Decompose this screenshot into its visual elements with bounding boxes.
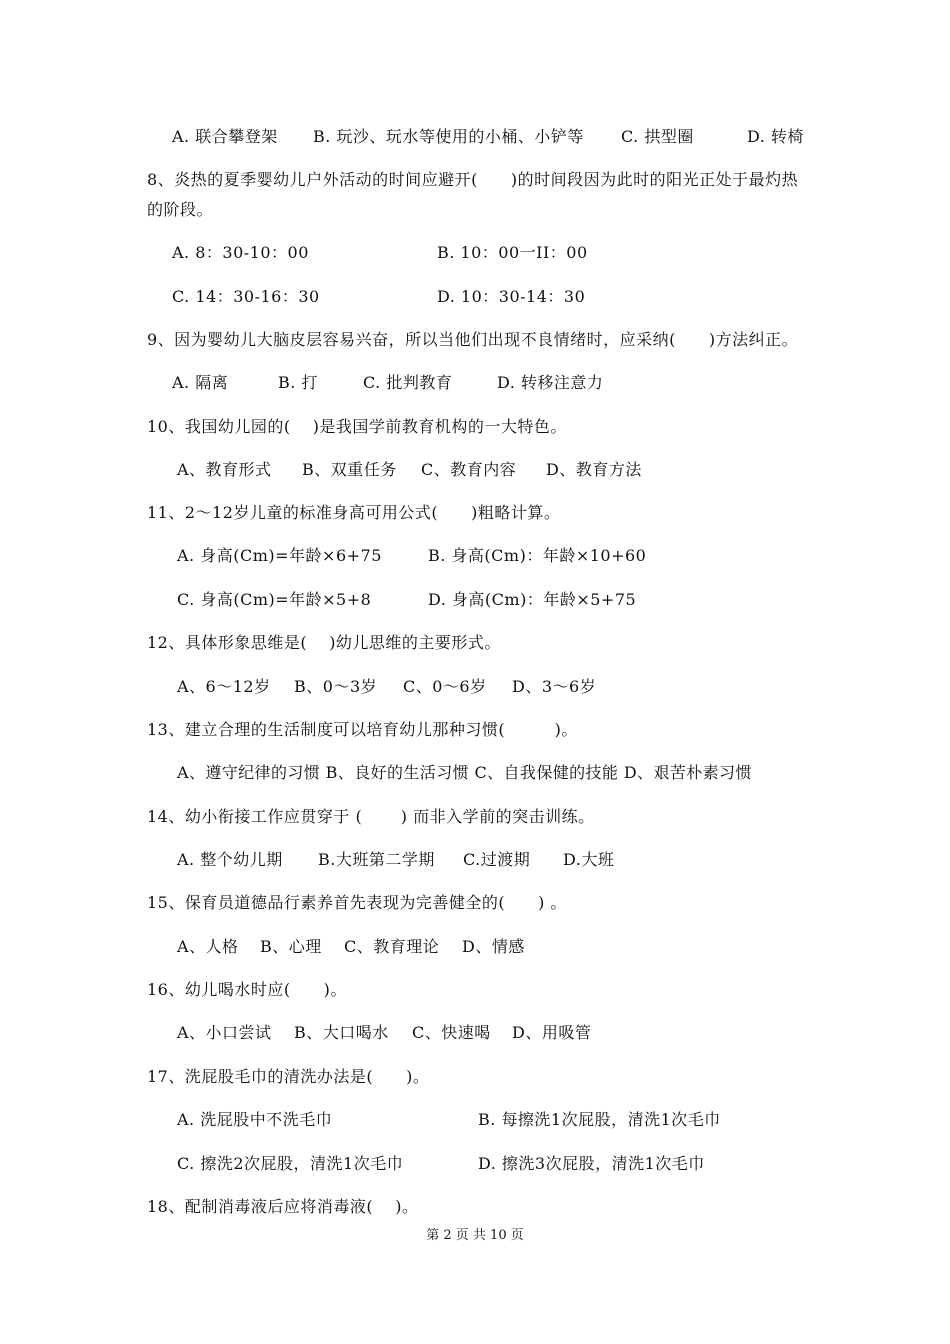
q17-option-d: D. 擦洗3次屁股，清洗1次毛巾 bbox=[478, 1154, 705, 1173]
q8-option-b: B. 10：00一II：00 bbox=[437, 243, 588, 262]
q12-option-b: B、0～3岁 bbox=[294, 677, 378, 696]
q17-option-b: B. 每擦洗1次屁股，清洗1次毛巾 bbox=[478, 1110, 721, 1129]
q14-option-b: B.大班第二学期 bbox=[318, 850, 435, 869]
q15-option-b: B、心理 bbox=[260, 937, 322, 956]
q8-option-a: A. 8：30-10：00 bbox=[172, 243, 309, 262]
q10-option-d: D、教育方法 bbox=[546, 460, 642, 479]
page-number: 第 2 页 共 10 页 bbox=[426, 1228, 524, 1243]
q16-option-d: D、用吸管 bbox=[512, 1023, 592, 1042]
q11-option-c: C. 身高(Cm)=年龄×5+8 bbox=[177, 590, 372, 609]
q11-option-b: B. 身高(Cm)：年龄×10+60 bbox=[428, 546, 647, 565]
q8-stem-line1: 8、炎热的夏季婴幼儿户外活动的时间应避开( )的时间段因为此时的阳光正处于最灼热 bbox=[147, 170, 799, 189]
q11-stem: 11、2～12岁儿童的标准身高可用公式( )粗略计算。 bbox=[147, 503, 561, 522]
q9-option-d: D. 转移注意力 bbox=[497, 373, 604, 392]
q16-option-c: C、快速喝 bbox=[412, 1023, 491, 1042]
q7-option-d: D. 转椅 bbox=[747, 127, 804, 146]
q10-option-b: B、双重任务 bbox=[302, 460, 397, 479]
q12-option-d: D、3～6岁 bbox=[512, 677, 597, 696]
q17-stem: 17、洗屁股毛巾的清洗办法是( )。 bbox=[147, 1067, 430, 1086]
q7-option-b: B. 玩沙、玩水等使用的小桶、小铲等 bbox=[313, 127, 584, 146]
q7-option-c: C. 拱型圈 bbox=[621, 127, 694, 146]
q14-option-d: D.大班 bbox=[563, 850, 615, 869]
q10-option-c: C、教育内容 bbox=[421, 460, 517, 479]
q10-option-a: A、教育形式 bbox=[177, 460, 272, 479]
q16-option-a: A、小口尝试 bbox=[177, 1023, 272, 1042]
q14-option-c: C.过渡期 bbox=[463, 850, 531, 869]
q15-stem: 15、保育员道德品行素养首先表现为完善健全的( ) 。 bbox=[147, 893, 567, 912]
q14-option-a: A. 整个幼儿期 bbox=[177, 850, 283, 869]
q12-stem: 12、具体形象思维是( )幼儿思维的主要形式。 bbox=[147, 633, 501, 652]
q8-option-c: C. 14：30-16：30 bbox=[172, 287, 320, 306]
q13-options: A、遵守纪律的习惯 B、良好的生活习惯 C、自我保健的技能 D、艰苦朴素习惯 bbox=[177, 763, 752, 782]
q11-option-a: A. 身高(Cm)=年龄×6+75 bbox=[177, 546, 382, 565]
q12-option-a: A、6～12岁 bbox=[177, 677, 271, 696]
q8-option-d: D. 10：30-14：30 bbox=[437, 287, 586, 306]
q11-option-d: D. 身高(Cm)：年龄×5+75 bbox=[428, 590, 637, 609]
q9-option-b: B. 打 bbox=[278, 373, 318, 392]
q10-stem: 10、我国幼儿园的( )是我国学前教育机构的一大特色。 bbox=[147, 417, 567, 436]
q17-option-c: C. 擦洗2次屁股，清洗1次毛巾 bbox=[177, 1154, 404, 1173]
q17-option-a: A. 洗屁股中不洗毛巾 bbox=[177, 1110, 333, 1129]
q15-option-d: D、情感 bbox=[462, 937, 525, 956]
q8-stem-line2: 的阶段。 bbox=[147, 200, 214, 219]
q16-stem: 16、幼儿喝水时应( )。 bbox=[147, 980, 347, 999]
q13-stem: 13、建立合理的生活制度可以培育幼儿那种习惯( )。 bbox=[147, 720, 578, 739]
q7-option-a: A. 联合攀登架 bbox=[172, 127, 278, 146]
q9-stem: 9、因为婴幼儿大脑皮层容易兴奋，所以当他们出现不良情绪时，应采纳( )方法纠正。 bbox=[147, 330, 799, 349]
q9-option-a: A. 隔离 bbox=[172, 373, 229, 392]
q15-option-a: A、人格 bbox=[177, 937, 239, 956]
q12-option-c: C、0～6岁 bbox=[403, 677, 487, 696]
q15-option-c: C、教育理论 bbox=[344, 937, 440, 956]
q16-option-b: B、大口喝水 bbox=[294, 1023, 389, 1042]
q14-stem: 14、幼小衔接工作应贯穿于 ( ) 而非入学前的突击训练。 bbox=[147, 807, 595, 826]
q9-option-c: C. 批判教育 bbox=[363, 373, 453, 392]
q18-stem: 18、配制消毒液后应将消毒液( )。 bbox=[147, 1197, 419, 1216]
